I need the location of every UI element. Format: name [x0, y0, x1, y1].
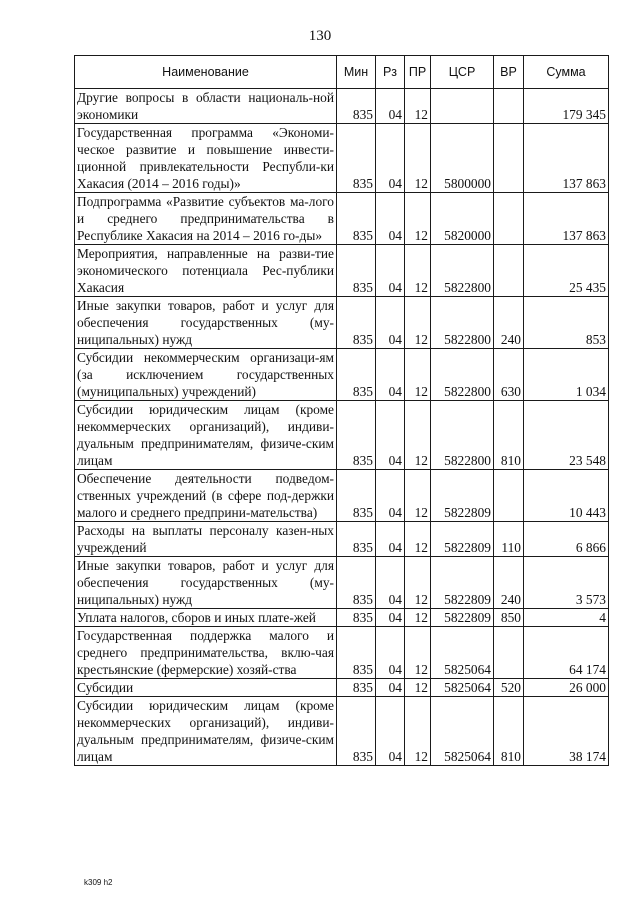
row-csr: 5825064 — [431, 697, 494, 766]
table-row — [75, 557, 609, 609]
row-min: 835 — [337, 245, 376, 297]
row-min: 835 — [337, 124, 376, 193]
row-vr — [494, 193, 524, 245]
row-csr: 5820000 — [431, 193, 494, 245]
row-vr — [494, 627, 524, 679]
row-sum: 853 — [524, 297, 609, 349]
row-sum: 6 866 — [524, 522, 609, 557]
row-min: 835 — [337, 470, 376, 522]
table-row — [75, 627, 609, 679]
row-rz: 04 — [376, 401, 405, 470]
row-min: 835 — [337, 89, 376, 124]
budget-table — [74, 55, 609, 766]
table-row — [75, 124, 609, 193]
header-pr: ПР — [405, 56, 431, 89]
row-pr: 12 — [405, 627, 431, 679]
row-name: Другие вопросы в области националь-ной экономики — [75, 89, 337, 124]
row-sum: 38 174 — [524, 697, 609, 766]
row-rz: 04 — [376, 697, 405, 766]
row-pr: 12 — [405, 193, 431, 245]
row-csr: 5822809 — [431, 557, 494, 609]
row-vr: 240 — [494, 297, 524, 349]
row-pr: 12 — [405, 297, 431, 349]
row-csr: 5825064 — [431, 679, 494, 697]
row-csr: 5822809 — [431, 522, 494, 557]
table-row — [75, 297, 609, 349]
row-pr: 12 — [405, 522, 431, 557]
row-rz: 04 — [376, 609, 405, 627]
row-min: 835 — [337, 557, 376, 609]
row-name: Субсидии — [75, 679, 337, 697]
row-rz: 04 — [376, 193, 405, 245]
row-sum: 137 863 — [524, 124, 609, 193]
header-rz: Рз — [376, 56, 405, 89]
row-pr: 12 — [405, 557, 431, 609]
row-sum: 23 548 — [524, 401, 609, 470]
row-min: 835 — [337, 193, 376, 245]
row-pr: 12 — [405, 679, 431, 697]
row-rz: 04 — [376, 124, 405, 193]
row-name: Субсидии юридическим лицам (кроме некоммерческих организаций), индиви-дуальным предпринимателям, физиче-ским лицам — [75, 697, 337, 766]
row-csr: 5822800 — [431, 401, 494, 470]
row-name: Государственная программа «Экономи-ческое развитие и повышение инвести-ционной привлекательности Республи-ки Хакасия (2014 – 2016 годы)» — [75, 124, 337, 193]
row-csr: 5822809 — [431, 609, 494, 627]
row-name: Иные закупки товаров, работ и услуг для обеспечения государственных (му-ниципальных) нужд — [75, 297, 337, 349]
row-sum: 4 — [524, 609, 609, 627]
table-row — [75, 193, 609, 245]
row-pr: 12 — [405, 697, 431, 766]
row-vr: 850 — [494, 609, 524, 627]
row-rz: 04 — [376, 627, 405, 679]
header-min: Мин — [337, 56, 376, 89]
row-min: 835 — [337, 627, 376, 679]
row-rz: 04 — [376, 245, 405, 297]
row-sum: 10 443 — [524, 470, 609, 522]
row-sum: 25 435 — [524, 245, 609, 297]
table-row — [75, 470, 609, 522]
row-min: 835 — [337, 679, 376, 697]
row-pr: 12 — [405, 401, 431, 470]
row-min: 835 — [337, 522, 376, 557]
table-row — [75, 679, 609, 697]
row-vr — [494, 470, 524, 522]
table-row — [75, 609, 609, 627]
row-name: Обеспечение деятельности подведом-ственных учреждений (в сфере под-держки малого и среднего предприни-мательства) — [75, 470, 337, 522]
row-csr: 5800000 — [431, 124, 494, 193]
header-csr: ЦСР — [431, 56, 494, 89]
header-sum: Сумма — [524, 56, 609, 89]
row-sum: 64 174 — [524, 627, 609, 679]
row-min: 835 — [337, 349, 376, 401]
table-row — [75, 89, 609, 124]
table-row — [75, 245, 609, 297]
row-sum: 26 000 — [524, 679, 609, 697]
row-csr: 5822800 — [431, 349, 494, 401]
row-sum: 137 863 — [524, 193, 609, 245]
header-vr: ВР — [494, 56, 524, 89]
row-csr: 5822800 — [431, 297, 494, 349]
row-pr: 12 — [405, 349, 431, 401]
row-name: Подпрограмма «Развитие субъектов ма-лого и среднего предпринимательства в Республике Хакасия на 2014 – 2016 го-ды» — [75, 193, 337, 245]
row-vr: 240 — [494, 557, 524, 609]
row-min: 835 — [337, 609, 376, 627]
row-name: Мероприятия, направленные на разви-тие экономического потенциала Рес-публики Хакасия — [75, 245, 337, 297]
row-vr — [494, 124, 524, 193]
row-vr: 630 — [494, 349, 524, 401]
row-csr: 5822800 — [431, 245, 494, 297]
page-number: 130 — [308, 28, 332, 44]
row-pr: 12 — [405, 470, 431, 522]
row-min: 835 — [337, 297, 376, 349]
row-csr: 5825064 — [431, 627, 494, 679]
row-pr: 12 — [405, 89, 431, 124]
table-row — [75, 401, 609, 470]
row-pr: 12 — [405, 245, 431, 297]
row-vr: 520 — [494, 679, 524, 697]
row-sum: 3 573 — [524, 557, 609, 609]
row-vr — [494, 89, 524, 124]
row-csr: 5822809 — [431, 470, 494, 522]
row-pr: 12 — [405, 609, 431, 627]
row-rz: 04 — [376, 349, 405, 401]
row-sum: 1 034 — [524, 349, 609, 401]
row-rz: 04 — [376, 89, 405, 124]
table-row — [75, 349, 609, 401]
row-rz: 04 — [376, 470, 405, 522]
row-vr: 810 — [494, 697, 524, 766]
row-min: 835 — [337, 697, 376, 766]
row-vr: 810 — [494, 401, 524, 470]
row-rz: 04 — [376, 557, 405, 609]
row-vr: 110 — [494, 522, 524, 557]
row-rz: 04 — [376, 522, 405, 557]
table-row — [75, 522, 609, 557]
header-row — [75, 56, 609, 89]
row-name: Иные закупки товаров, работ и услуг для обеспечения государственных (му-ниципальных) нужд — [75, 557, 337, 609]
row-sum: 179 345 — [524, 89, 609, 124]
row-name: Государственная поддержка малого и среднего предпринимательства, вклю-чая крестьянские (фермерские) хозяй-ства — [75, 627, 337, 679]
row-name: Уплата налогов, сборов и иных плате-жей — [75, 609, 337, 627]
footer-code: k309 h2 — [84, 878, 113, 887]
header-name: Наименование — [75, 56, 337, 89]
row-name: Расходы на выплаты персоналу казен-ных учреждений — [75, 522, 337, 557]
table-row — [75, 697, 609, 766]
row-rz: 04 — [376, 297, 405, 349]
row-min: 835 — [337, 401, 376, 470]
row-vr — [494, 245, 524, 297]
row-rz: 04 — [376, 679, 405, 697]
row-name: Субсидии некоммерческим организаци-ям (за исключением государственных (муниципальных) учреждений) — [75, 349, 337, 401]
row-pr: 12 — [405, 124, 431, 193]
row-name: Субсидии юридическим лицам (кроме некоммерческих организаций), индиви-дуальным предпринимателям, физиче-ским лицам — [75, 401, 337, 470]
row-csr — [431, 89, 494, 124]
